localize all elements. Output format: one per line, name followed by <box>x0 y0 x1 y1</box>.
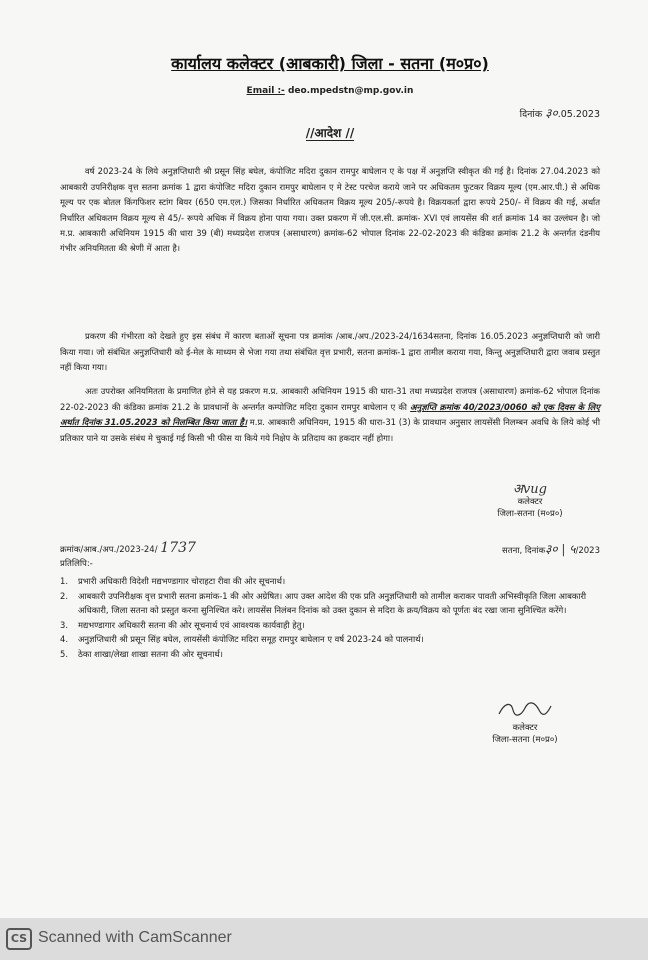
list-item-text: आबकारी उपनिरीक्षक वृत्त प्रभारी सतना क्रमांक-1 की ओर अग्रेषित। आप उक्त आदेश की एक प्रति अनुज्ञप्तिधारी को तामील कराकर पावती अभिस्वीकृति जिला आबकारी अधिकारी, जिला सतना को प्रस्तुत करना सुनिश्चित करे। लायसेंस निलंबन दिनांक को उक्त दुकान से मदिरा के क्रय/विक्रय को पूर्णतः बंद रखा जाना सुनिश्चित करेंगे। <box>78 590 587 616</box>
scanner-watermark-text: Scanned with CamScanner <box>38 929 232 946</box>
paragraph-3-part-b: म.प्र. आबकारी अधिनियम, 1915 की धारा-31 (3) के प्रावधान अनुसार लायसेंसी निलम्बन अवधि के लिये कोई भी प्रतिकार पाने या उसके संबंध मे चुकाई गई किसी भी फीस या किये गये निक्षेप के प्रतिदाय का हकदार नहीं होगा। <box>60 417 600 443</box>
list-item <box>60 632 600 647</box>
signature-role: कलेक्टर <box>512 723 538 733</box>
list-item-number: 4. <box>60 634 68 645</box>
date-handwritten: ३० <box>545 106 558 120</box>
collector-signature-1 <box>480 484 580 520</box>
list-item-number: 2. <box>60 590 68 601</box>
order-heading <box>60 124 600 141</box>
reference-date-suffix: /2023 <box>575 546 600 556</box>
list-item <box>60 589 600 618</box>
paragraph-3-part-a: अतः उपरोक्त अनियमितता के प्रमाणित होने से यह प्रकरण म.प्र. आबकारी अधिनियम 1915 की धारा-31 तथा मध्यप्रदेश राजपत्र (असाधारण) क्रमांक-62 भोपाल दिनांक 22-02-2023 की कंडिका क्रमांक 21.2 के प्रावधानों के अन्तर्गत कम्पोजिट मदिरा दुकान रामपुर बाघेलान ए की <box>60 386 600 412</box>
list-item <box>60 647 600 662</box>
paragraph-1: वर्ष 2023-24 के लिये अनुज्ञप्तिधारी श्री प्रसून सिंह बघेल, कंपोजिट मदिरा दुकान रामपुर बाघेलान ए के पक्ष में अनुज्ञप्ति स्वीकृत की गई है। दिनांक 27.04.2023 को आबकारी उपनिरीक्षक वृत्त सतना क्रमांक 1 द्वारा कंपोजिट मदिरा दुकान रामपुर बाघेलान ए मे टेस्ट परचेज कराये जाने पर अधिकतम फुटकर विक्रय मूल्य (एम.आर.पी.) से अधिक मूल्य पर एक बोतल किंगफिशर स्टांग बियर (650 एम.एल.) जिसका निर्धारित अधिकतम विक्रय मूल्य 205/-रूपये है। विक्रयकर्ता द्वारा रूपये 250/- में विक्रय की गई, अर्थात निर्धारित अधिकतम विक्रय मूल्य से 45/- रूपये अधिक में विक्रय होना पाया गया। उक्त प्रकरण में जी.एल.सी. क्रमांक- XVI एवं लायसेंस की शर्त क्रमांक 14 का उल्लंघन है। जो म.प्र. आबकारी अधिनियम 1915 की धारा 39 (बी) मध्यप्रदेश राजपत्र (असाधारण) क्रमांक-62 भोपाल दिनांक 22-02-2023 की कंडिका क्रमांक 21.2 के अन्तर्गत दंडनीय गंभीर अनियमितता की श्रेणी में आता है। <box>60 166 600 254</box>
list-item-text: प्रभारी अधिकारी विदेशी मद्यभण्डागार चोराहटा रीवा की ओर सूचनार्थ। <box>78 576 286 586</box>
list-item-number: 3. <box>60 619 68 630</box>
email-address: deo.mpedstn@mp.gov.in <box>287 86 414 96</box>
reference-number <box>60 540 196 556</box>
date-prefix: दिनांक <box>519 109 543 120</box>
copies-list <box>60 574 600 662</box>
list-item-text: ठेका शाखा/लेखा शाखा सतना की ओर सूचनार्थ। <box>78 648 223 659</box>
reference-prefix: क्रमांक/आब./अप./2023-24/ <box>60 545 158 555</box>
reference-date <box>502 540 600 557</box>
list-item-number: 5. <box>60 648 68 659</box>
date-suffix: .05.2023 <box>557 109 600 120</box>
suspension-statement: अनुज्ञप्ति क्रमांक 40/2023/0060 को एक दिवस के लिए अर्थात दिनांक 31.05.2023 को निलम्बित किया जाता है। <box>60 401 600 428</box>
signature-office: जिला-सतना (म०प्र०) <box>497 509 563 519</box>
order-date <box>520 104 600 121</box>
collector-signature-2 <box>470 700 580 746</box>
reference-date-handwritten: ३० | ५ <box>545 542 576 556</box>
list-item-number: 1. <box>60 576 68 586</box>
office-title: कार्यालय कलेक्टर (आबकारी) जिला - सतना (म०प्र०) <box>171 54 489 73</box>
list-item <box>60 574 600 589</box>
signature-office: जिला-सतना (म०प्र०) <box>492 735 558 745</box>
list-item <box>60 618 600 633</box>
email-label: Email :- <box>246 86 285 96</box>
signature-scribble: अvug <box>513 482 547 497</box>
paragraph-3 <box>60 384 600 446</box>
signature-scribble-icon <box>495 700 555 718</box>
camscanner-logo-icon: CS <box>6 928 32 950</box>
scanner-footer <box>0 918 648 960</box>
order-document <box>60 0 600 918</box>
email-line <box>60 86 600 96</box>
copies-label: प्रतिलिपि:- <box>60 559 93 569</box>
paragraph-2: प्रकरण की गंभीरता को देखते हुए इस संबंध में कारण बताओं सूचना पत्र क्रमांक /आब./अप./2023-24/1634सतना, दिनांक 16.05.2023 अनुज्ञप्तिधारी को जारी किया गया। जो संबंधित अनुज्ञप्तिधारी को ई-मेल के माध्यम से भेजा गया तथा संबंधित वृत्त प्रभारी, सतना क्रमांक-1 द्वारा तामील कराया गया, किन्तु अनुज्ञप्तिधारी द्वारा जवाब प्रस्तुत नहीं किया गया। <box>60 331 600 373</box>
order-heading-text: //आदेश // <box>305 126 355 140</box>
reference-date-prefix: सतना, दिनांक <box>502 546 546 556</box>
list-item-text: अनुज्ञप्तिधारी श्री प्रसून सिंह बघेल, लायसेंसी कंपोजिट मदिरा समूह रामपुर बाघेलान ए वर्ष 2023-24 को पालनार्थ। <box>78 634 424 645</box>
signature-role: कलेक्टर <box>517 497 543 507</box>
list-item-text: मद्यभण्डागार अधिकारी सतना की ओर सूचनार्थ एवं आवश्यक कार्यवाही हेतु। <box>78 619 305 630</box>
reference-number-handwritten: 1737 <box>160 540 196 556</box>
